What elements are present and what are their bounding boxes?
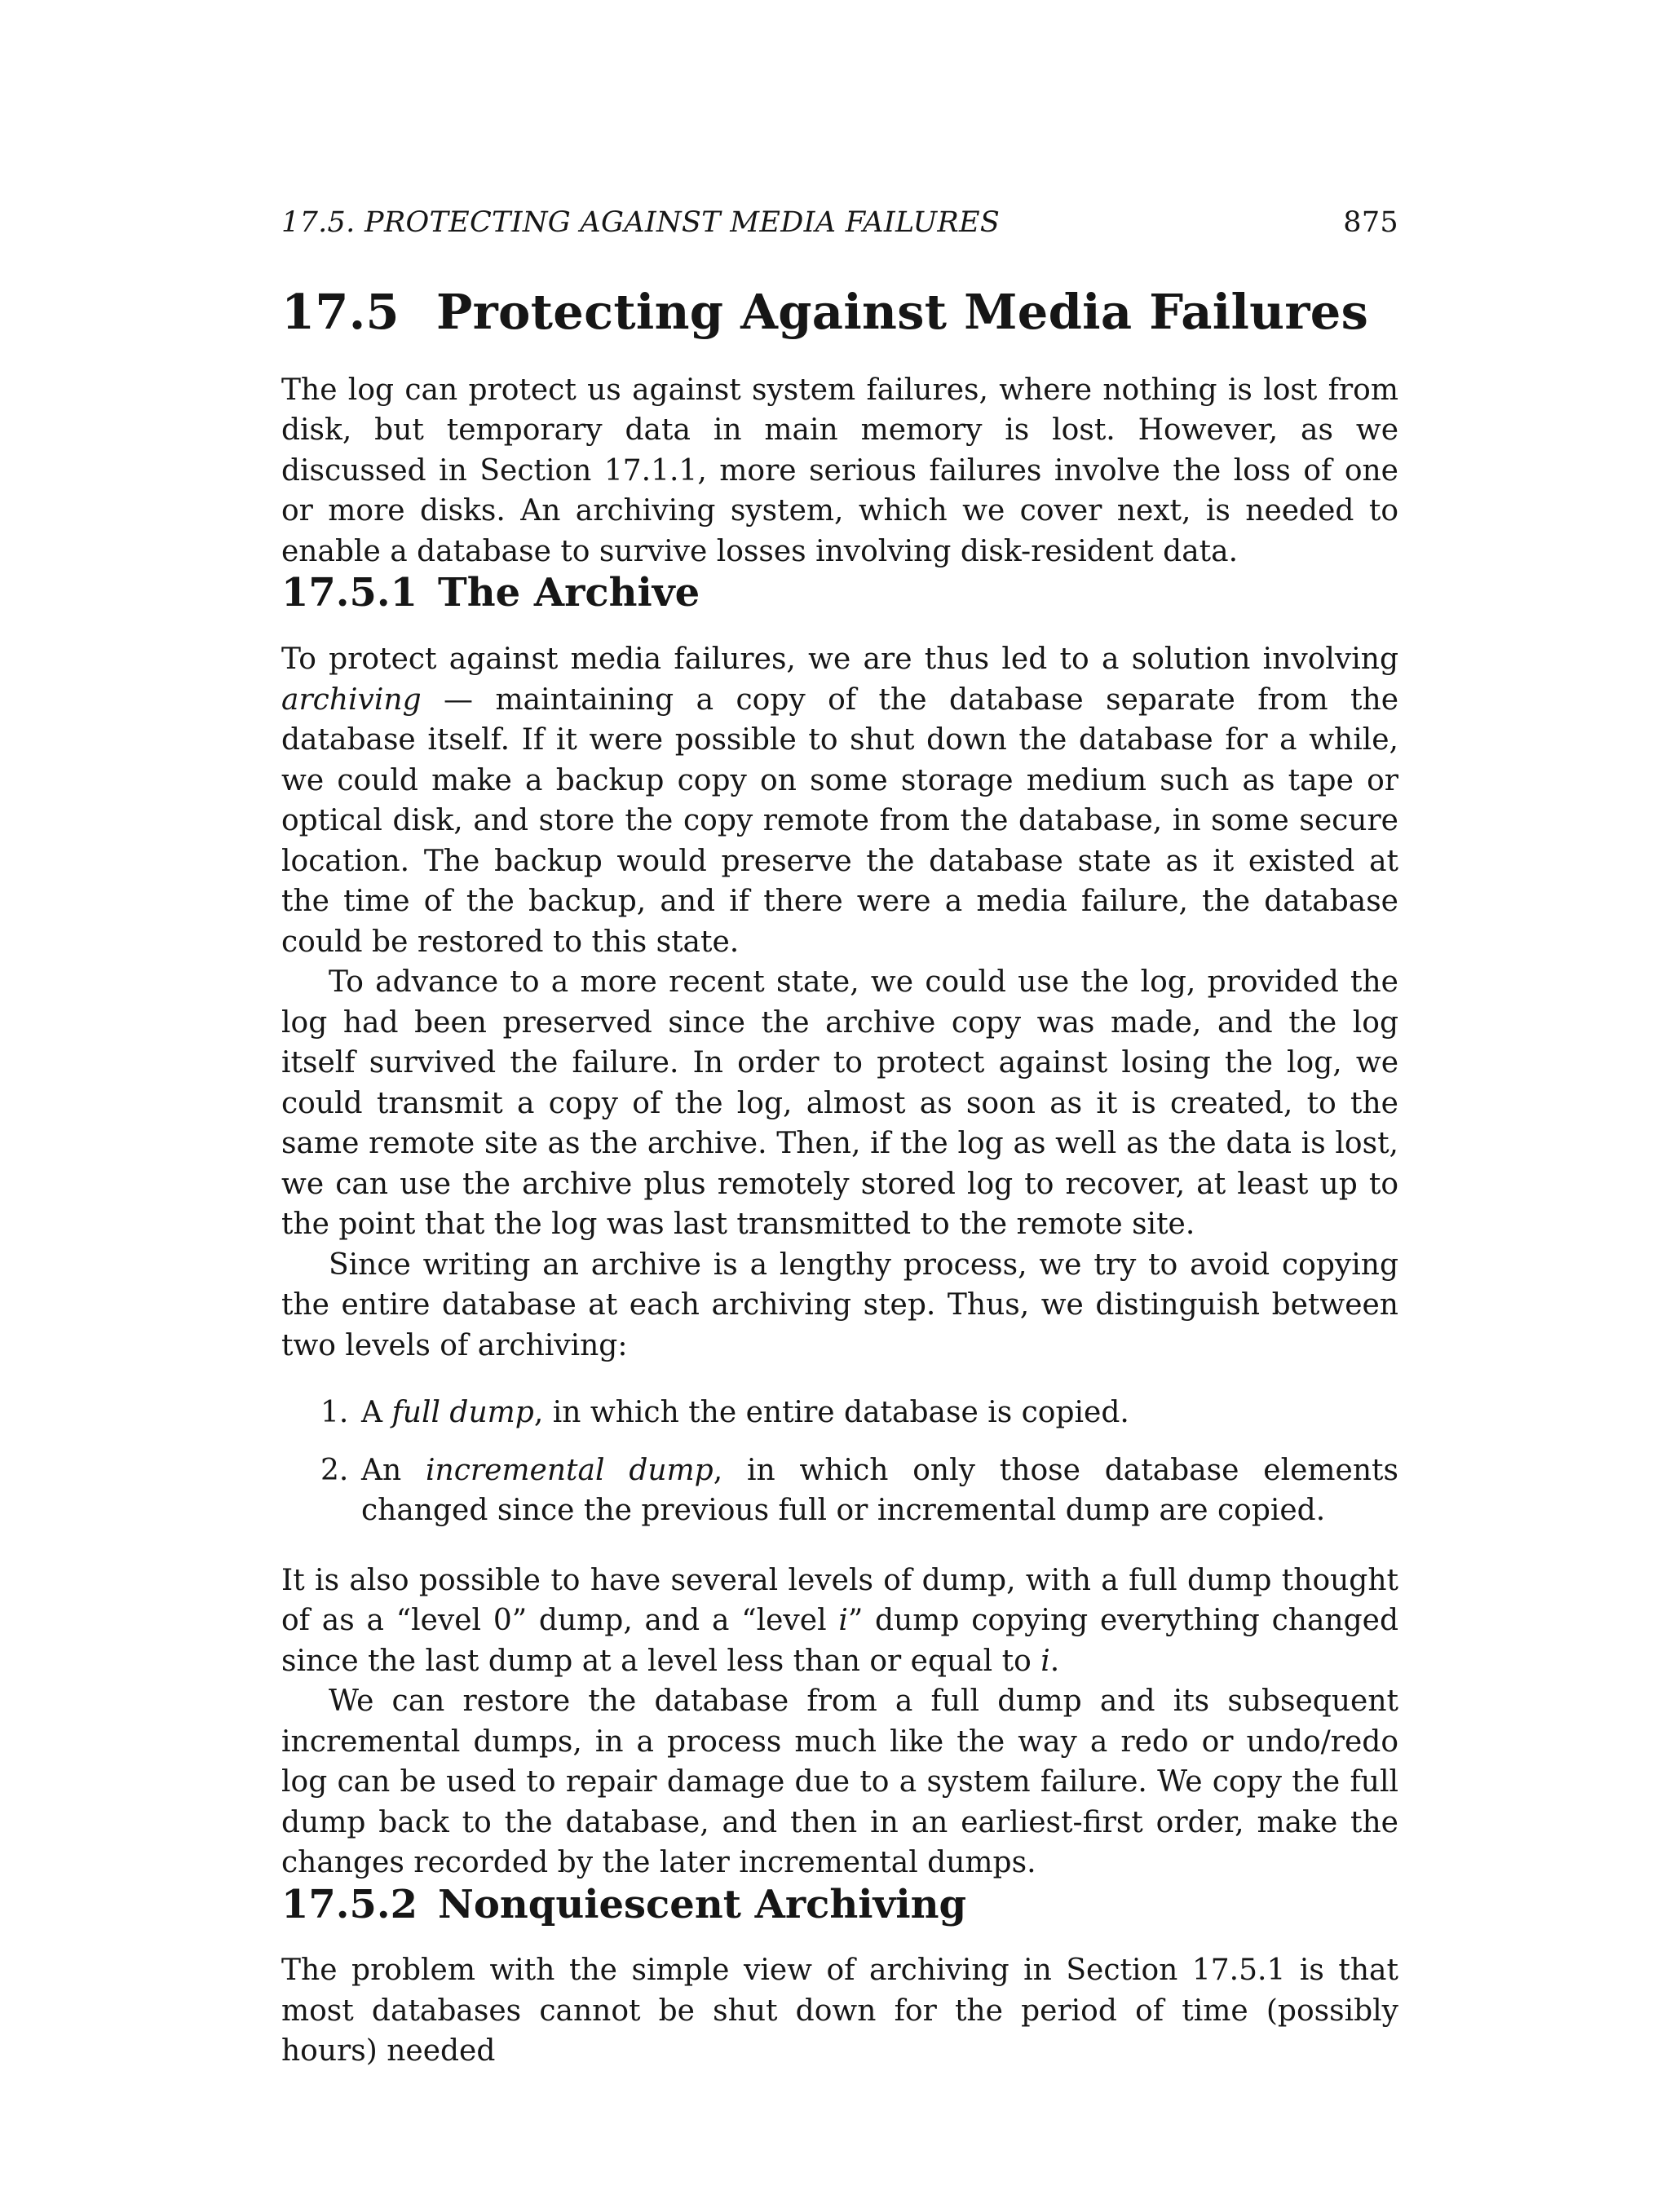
archiving-term: archiving	[281, 682, 422, 717]
page-number: 875	[1343, 206, 1398, 239]
list-item-text: , in which the entire database is copied.	[533, 1396, 1129, 1430]
archive-p1-text-a: To protect against media failures, we are thus led to a solution involving	[281, 642, 1398, 677]
subsection-title: Nonquiescent Archiving	[438, 1881, 967, 1927]
archive-paragraph-3: Since writing an archive is a lengthy process, we try to avoid copying the entire database at each archiving step. Thus, we distinguish between two levels of archiving:	[281, 1247, 1398, 1362]
math-var-i: i	[838, 1604, 848, 1638]
section-number: 17.5	[281, 284, 400, 340]
math-var-i: i	[1040, 1644, 1050, 1678]
list-item	[281, 1393, 1398, 1433]
archive-p1-text-b: — maintaining a copy of the database separate from the database itself. If it were possible to shut down the database for a while, we could make a backup copy on some storage medium such as tape or optical disk, and store the copy remote from the database, in some secure location. The backup would preserve the database state as it existed at the time of the backup, and if there were a media failure, the database could be restored to this state.	[281, 682, 1398, 959]
list-item-text: An	[361, 1453, 426, 1487]
full-dump-term: full dump	[391, 1396, 534, 1430]
list-item-text: , in which only those database elements changed since the previous full or incremental dump are copied.	[361, 1453, 1398, 1528]
list-item-text: A	[361, 1396, 392, 1430]
section-intro-paragraph: The log can protect us against system failures, where nothing is lost from disk, but temporary data in main memory is lost. However, as we discussed in Section 17.1.1, more serious failures involve the loss of one or more disks. An archiving system, which we cover next, is needed to enable a database to survive losses involving disk-resident data.	[281, 373, 1398, 568]
archive-paragraph-4	[281, 1561, 1398, 1682]
list-item	[281, 1450, 1398, 1531]
incremental-dump-term: incremental dump	[426, 1453, 714, 1487]
archive-p4-text-c: .	[1049, 1644, 1060, 1678]
archive-p4-text-b: ” dump copying everything changed since the last dump at a level less than or equal to	[281, 1604, 1398, 1678]
subsection-title: The Archive	[438, 570, 700, 616]
dump-levels-list	[281, 1393, 1398, 1531]
list-marker: 2.	[320, 1453, 349, 1487]
nonquiescent-paragraph-1: The problem with the simple view of archiving in Section 17.5.1 is that most databases cannot be shut down for the period of time (possibly hours) needed	[281, 1954, 1398, 2069]
archive-p4-text-a: It is also possible to have several levels of dump, with a full dump thought of as a “level 0” dump, and a “level	[281, 1563, 1398, 1638]
section-title: Protecting Against Media Failures	[436, 284, 1369, 340]
archive-paragraph-5: We can restore the database from a full dump and its subsequent incremental dumps, in a process much like the way a redo or undo/redo log can be used to repair damage due to a system failure. We copy the full dump back to the database, and then in an earliest-first order, make the changes recorded by the later incremental dumps.	[281, 1684, 1398, 1880]
subsection-number: 17.5.2	[281, 1881, 418, 1927]
subsection-heading-nonquiescent	[281, 1883, 1398, 1927]
running-head	[281, 200, 1398, 249]
list-marker: 1.	[320, 1396, 349, 1430]
section-heading	[281, 286, 1398, 339]
subsection-number: 17.5.1	[281, 570, 418, 616]
book-page	[281, 200, 1398, 2072]
running-head-title: 17.5. PROTECTING AGAINST MEDIA FAILURES	[281, 206, 1001, 239]
archive-paragraph-1	[281, 639, 1398, 962]
archive-paragraph-2: To advance to a more recent state, we could use the log, provided the log had been preserved since the archive copy was made, and the log itself survived the failure. In order to protect against losing the log, we could transmit a copy of the log, almost as soon as it is created, to the same remote site as the archive. Then, if the log as well as the data is lost, we can use the archive plus remotely stored log to recover, at least up to the point that the log was last transmitted to the remote site.	[281, 965, 1398, 1242]
subsection-heading-archive	[281, 572, 1398, 615]
